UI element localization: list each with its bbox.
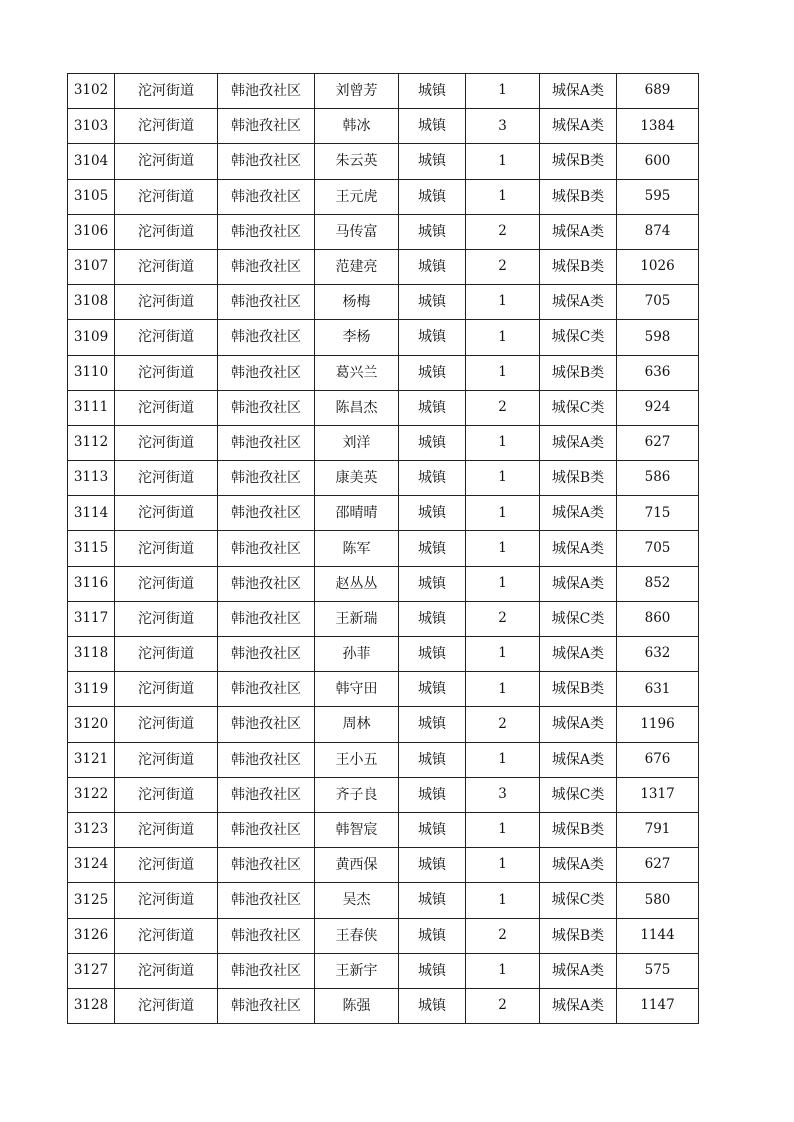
household-size-cell: 2 xyxy=(466,918,540,953)
household-size-cell: 1 xyxy=(466,461,540,496)
serial-number-cell: 3122 xyxy=(68,777,115,812)
area-type-cell: 城镇 xyxy=(399,425,466,460)
category-cell: 城保A类 xyxy=(540,285,617,320)
street-cell: 沱河街道 xyxy=(115,531,218,566)
community-cell: 韩池孜社区 xyxy=(218,918,315,953)
name-cell: 王春侠 xyxy=(315,918,399,953)
area-type-cell: 城镇 xyxy=(399,74,466,109)
community-cell: 韩池孜社区 xyxy=(218,179,315,214)
amount-cell: 632 xyxy=(617,637,699,672)
amount-cell: 852 xyxy=(617,566,699,601)
table-row xyxy=(68,355,699,390)
serial-number-cell: 3113 xyxy=(68,461,115,496)
name-cell: 黄西保 xyxy=(315,848,399,883)
area-type-cell: 城镇 xyxy=(399,496,466,531)
category-cell: 城保A类 xyxy=(540,637,617,672)
community-cell: 韩池孜社区 xyxy=(218,707,315,742)
street-cell: 沱河街道 xyxy=(115,637,218,672)
community-cell: 韩池孜社区 xyxy=(218,214,315,249)
street-cell: 沱河街道 xyxy=(115,390,218,425)
name-cell: 马传富 xyxy=(315,214,399,249)
street-cell: 沱河街道 xyxy=(115,461,218,496)
table-row xyxy=(68,848,699,883)
area-type-cell: 城镇 xyxy=(399,672,466,707)
community-cell: 韩池孜社区 xyxy=(218,777,315,812)
household-size-cell: 1 xyxy=(466,848,540,883)
household-size-cell: 1 xyxy=(466,320,540,355)
household-size-cell: 1 xyxy=(466,179,540,214)
name-cell: 刘洋 xyxy=(315,425,399,460)
serial-number-cell: 3112 xyxy=(68,425,115,460)
street-cell: 沱河街道 xyxy=(115,601,218,636)
household-size-cell: 1 xyxy=(466,637,540,672)
household-size-cell: 1 xyxy=(466,566,540,601)
area-type-cell: 城镇 xyxy=(399,355,466,390)
table-row xyxy=(68,425,699,460)
table-row xyxy=(68,74,699,109)
street-cell: 沱河街道 xyxy=(115,109,218,144)
serial-number-cell: 3104 xyxy=(68,144,115,179)
serial-number-cell: 3105 xyxy=(68,179,115,214)
community-cell: 韩池孜社区 xyxy=(218,425,315,460)
household-size-cell: 1 xyxy=(466,74,540,109)
serial-number-cell: 3124 xyxy=(68,848,115,883)
area-type-cell: 城镇 xyxy=(399,461,466,496)
table-row xyxy=(68,249,699,284)
area-type-cell: 城镇 xyxy=(399,144,466,179)
community-cell: 韩池孜社区 xyxy=(218,249,315,284)
household-size-cell: 2 xyxy=(466,249,540,284)
name-cell: 王元虎 xyxy=(315,179,399,214)
serial-number-cell: 3128 xyxy=(68,988,115,1023)
area-type-cell: 城镇 xyxy=(399,637,466,672)
household-size-cell: 1 xyxy=(466,144,540,179)
household-size-cell: 1 xyxy=(466,425,540,460)
name-cell: 韩冰 xyxy=(315,109,399,144)
street-cell: 沱河街道 xyxy=(115,74,218,109)
street-cell: 沱河街道 xyxy=(115,144,218,179)
roster-table-body xyxy=(68,74,699,1024)
category-cell: 城保B类 xyxy=(540,355,617,390)
community-cell: 韩池孜社区 xyxy=(218,355,315,390)
household-size-cell: 1 xyxy=(466,496,540,531)
category-cell: 城保A类 xyxy=(540,531,617,566)
table-row xyxy=(68,672,699,707)
table-row xyxy=(68,637,699,672)
category-cell: 城保B类 xyxy=(540,461,617,496)
amount-cell: 705 xyxy=(617,531,699,566)
name-cell: 孙菲 xyxy=(315,637,399,672)
table-row xyxy=(68,707,699,742)
community-cell: 韩池孜社区 xyxy=(218,285,315,320)
name-cell: 陈军 xyxy=(315,531,399,566)
household-size-cell: 1 xyxy=(466,812,540,847)
street-cell: 沱河街道 xyxy=(115,179,218,214)
amount-cell: 924 xyxy=(617,390,699,425)
table-row xyxy=(68,531,699,566)
street-cell: 沱河街道 xyxy=(115,355,218,390)
category-cell: 城保A类 xyxy=(540,214,617,249)
area-type-cell: 城镇 xyxy=(399,109,466,144)
name-cell: 韩智宸 xyxy=(315,812,399,847)
area-type-cell: 城镇 xyxy=(399,566,466,601)
table-row xyxy=(68,601,699,636)
name-cell: 齐子良 xyxy=(315,777,399,812)
table-row xyxy=(68,461,699,496)
roster-table xyxy=(67,73,699,1024)
area-type-cell: 城镇 xyxy=(399,742,466,777)
serial-number-cell: 3120 xyxy=(68,707,115,742)
street-cell: 沱河街道 xyxy=(115,918,218,953)
category-cell: 城保B类 xyxy=(540,179,617,214)
name-cell: 陈强 xyxy=(315,988,399,1023)
area-type-cell: 城镇 xyxy=(399,988,466,1023)
serial-number-cell: 3111 xyxy=(68,390,115,425)
serial-number-cell: 3121 xyxy=(68,742,115,777)
household-size-cell: 3 xyxy=(466,777,540,812)
community-cell: 韩池孜社区 xyxy=(218,742,315,777)
name-cell: 陈昌杰 xyxy=(315,390,399,425)
household-size-cell: 1 xyxy=(466,953,540,988)
area-type-cell: 城镇 xyxy=(399,214,466,249)
category-cell: 城保C类 xyxy=(540,777,617,812)
category-cell: 城保C类 xyxy=(540,601,617,636)
serial-number-cell: 3118 xyxy=(68,637,115,672)
serial-number-cell: 3119 xyxy=(68,672,115,707)
household-size-cell: 1 xyxy=(466,355,540,390)
name-cell: 王新宇 xyxy=(315,953,399,988)
area-type-cell: 城镇 xyxy=(399,707,466,742)
household-size-cell: 1 xyxy=(466,742,540,777)
street-cell: 沱河街道 xyxy=(115,672,218,707)
area-type-cell: 城镇 xyxy=(399,918,466,953)
community-cell: 韩池孜社区 xyxy=(218,74,315,109)
community-cell: 韩池孜社区 xyxy=(218,953,315,988)
household-size-cell: 1 xyxy=(466,285,540,320)
table-row xyxy=(68,812,699,847)
category-cell: 城保A类 xyxy=(540,988,617,1023)
street-cell: 沱河街道 xyxy=(115,812,218,847)
serial-number-cell: 3103 xyxy=(68,109,115,144)
amount-cell: 1144 xyxy=(617,918,699,953)
amount-cell: 586 xyxy=(617,461,699,496)
street-cell: 沱河街道 xyxy=(115,320,218,355)
amount-cell: 874 xyxy=(617,214,699,249)
table-row xyxy=(68,144,699,179)
community-cell: 韩池孜社区 xyxy=(218,848,315,883)
community-cell: 韩池孜社区 xyxy=(218,320,315,355)
street-cell: 沱河街道 xyxy=(115,883,218,918)
area-type-cell: 城镇 xyxy=(399,285,466,320)
category-cell: 城保A类 xyxy=(540,496,617,531)
amount-cell: 595 xyxy=(617,179,699,214)
category-cell: 城保C类 xyxy=(540,320,617,355)
serial-number-cell: 3106 xyxy=(68,214,115,249)
table-row xyxy=(68,953,699,988)
name-cell: 刘曾芳 xyxy=(315,74,399,109)
table-row xyxy=(68,883,699,918)
area-type-cell: 城镇 xyxy=(399,883,466,918)
table-row xyxy=(68,777,699,812)
area-type-cell: 城镇 xyxy=(399,812,466,847)
serial-number-cell: 3114 xyxy=(68,496,115,531)
serial-number-cell: 3125 xyxy=(68,883,115,918)
amount-cell: 580 xyxy=(617,883,699,918)
community-cell: 韩池孜社区 xyxy=(218,144,315,179)
category-cell: 城保B类 xyxy=(540,144,617,179)
street-cell: 沱河街道 xyxy=(115,848,218,883)
serial-number-cell: 3123 xyxy=(68,812,115,847)
amount-cell: 1384 xyxy=(617,109,699,144)
area-type-cell: 城镇 xyxy=(399,390,466,425)
community-cell: 韩池孜社区 xyxy=(218,637,315,672)
category-cell: 城保B类 xyxy=(540,812,617,847)
name-cell: 范建亮 xyxy=(315,249,399,284)
table-row xyxy=(68,320,699,355)
street-cell: 沱河街道 xyxy=(115,214,218,249)
name-cell: 赵丛丛 xyxy=(315,566,399,601)
area-type-cell: 城镇 xyxy=(399,777,466,812)
household-size-cell: 2 xyxy=(466,988,540,1023)
household-size-cell: 3 xyxy=(466,109,540,144)
community-cell: 韩池孜社区 xyxy=(218,109,315,144)
serial-number-cell: 3117 xyxy=(68,601,115,636)
community-cell: 韩池孜社区 xyxy=(218,883,315,918)
name-cell: 王新瑞 xyxy=(315,601,399,636)
amount-cell: 627 xyxy=(617,848,699,883)
serial-number-cell: 3127 xyxy=(68,953,115,988)
amount-cell: 600 xyxy=(617,144,699,179)
community-cell: 韩池孜社区 xyxy=(218,531,315,566)
table-row xyxy=(68,496,699,531)
category-cell: 城保A类 xyxy=(540,953,617,988)
household-size-cell: 2 xyxy=(466,390,540,425)
serial-number-cell: 3116 xyxy=(68,566,115,601)
amount-cell: 627 xyxy=(617,425,699,460)
community-cell: 韩池孜社区 xyxy=(218,988,315,1023)
name-cell: 葛兴兰 xyxy=(315,355,399,390)
table-row xyxy=(68,109,699,144)
household-size-cell: 2 xyxy=(466,601,540,636)
table-row xyxy=(68,918,699,953)
category-cell: 城保A类 xyxy=(540,848,617,883)
category-cell: 城保A类 xyxy=(540,425,617,460)
street-cell: 沱河街道 xyxy=(115,707,218,742)
area-type-cell: 城镇 xyxy=(399,953,466,988)
street-cell: 沱河街道 xyxy=(115,425,218,460)
street-cell: 沱河街道 xyxy=(115,566,218,601)
table-row xyxy=(68,390,699,425)
name-cell: 吴杰 xyxy=(315,883,399,918)
household-size-cell: 1 xyxy=(466,672,540,707)
serial-number-cell: 3110 xyxy=(68,355,115,390)
area-type-cell: 城镇 xyxy=(399,179,466,214)
amount-cell: 1026 xyxy=(617,249,699,284)
area-type-cell: 城镇 xyxy=(399,601,466,636)
table-row xyxy=(68,179,699,214)
community-cell: 韩池孜社区 xyxy=(218,601,315,636)
area-type-cell: 城镇 xyxy=(399,531,466,566)
table-row xyxy=(68,214,699,249)
serial-number-cell: 3115 xyxy=(68,531,115,566)
category-cell: 城保A类 xyxy=(540,566,617,601)
street-cell: 沱河街道 xyxy=(115,285,218,320)
serial-number-cell: 3109 xyxy=(68,320,115,355)
category-cell: 城保C类 xyxy=(540,883,617,918)
name-cell: 杨梅 xyxy=(315,285,399,320)
category-cell: 城保B类 xyxy=(540,672,617,707)
household-size-cell: 1 xyxy=(466,531,540,566)
serial-number-cell: 3126 xyxy=(68,918,115,953)
table-row xyxy=(68,566,699,601)
amount-cell: 791 xyxy=(617,812,699,847)
amount-cell: 1147 xyxy=(617,988,699,1023)
amount-cell: 598 xyxy=(617,320,699,355)
category-cell: 城保B类 xyxy=(540,249,617,284)
amount-cell: 689 xyxy=(617,74,699,109)
name-cell: 韩守田 xyxy=(315,672,399,707)
table-row xyxy=(68,742,699,777)
street-cell: 沱河街道 xyxy=(115,953,218,988)
street-cell: 沱河街道 xyxy=(115,777,218,812)
community-cell: 韩池孜社区 xyxy=(218,672,315,707)
community-cell: 韩池孜社区 xyxy=(218,812,315,847)
amount-cell: 715 xyxy=(617,496,699,531)
street-cell: 沱河街道 xyxy=(115,988,218,1023)
name-cell: 邵晴晴 xyxy=(315,496,399,531)
street-cell: 沱河街道 xyxy=(115,742,218,777)
category-cell: 城保B类 xyxy=(540,918,617,953)
community-cell: 韩池孜社区 xyxy=(218,390,315,425)
area-type-cell: 城镇 xyxy=(399,848,466,883)
table-row xyxy=(68,988,699,1023)
amount-cell: 1196 xyxy=(617,707,699,742)
table-row xyxy=(68,285,699,320)
street-cell: 沱河街道 xyxy=(115,496,218,531)
name-cell: 周林 xyxy=(315,707,399,742)
amount-cell: 860 xyxy=(617,601,699,636)
community-cell: 韩池孜社区 xyxy=(218,461,315,496)
amount-cell: 575 xyxy=(617,953,699,988)
amount-cell: 636 xyxy=(617,355,699,390)
household-size-cell: 1 xyxy=(466,883,540,918)
serial-number-cell: 3107 xyxy=(68,249,115,284)
category-cell: 城保A类 xyxy=(540,109,617,144)
amount-cell: 676 xyxy=(617,742,699,777)
name-cell: 朱云英 xyxy=(315,144,399,179)
name-cell: 康美英 xyxy=(315,461,399,496)
amount-cell: 1317 xyxy=(617,777,699,812)
category-cell: 城保C类 xyxy=(540,390,617,425)
category-cell: 城保A类 xyxy=(540,74,617,109)
community-cell: 韩池孜社区 xyxy=(218,566,315,601)
name-cell: 王小五 xyxy=(315,742,399,777)
community-cell: 韩池孜社区 xyxy=(218,496,315,531)
serial-number-cell: 3102 xyxy=(68,74,115,109)
area-type-cell: 城镇 xyxy=(399,249,466,284)
household-size-cell: 2 xyxy=(466,707,540,742)
category-cell: 城保A类 xyxy=(540,742,617,777)
street-cell: 沱河街道 xyxy=(115,249,218,284)
category-cell: 城保A类 xyxy=(540,707,617,742)
household-size-cell: 2 xyxy=(466,214,540,249)
amount-cell: 705 xyxy=(617,285,699,320)
area-type-cell: 城镇 xyxy=(399,320,466,355)
name-cell: 李杨 xyxy=(315,320,399,355)
serial-number-cell: 3108 xyxy=(68,285,115,320)
amount-cell: 631 xyxy=(617,672,699,707)
